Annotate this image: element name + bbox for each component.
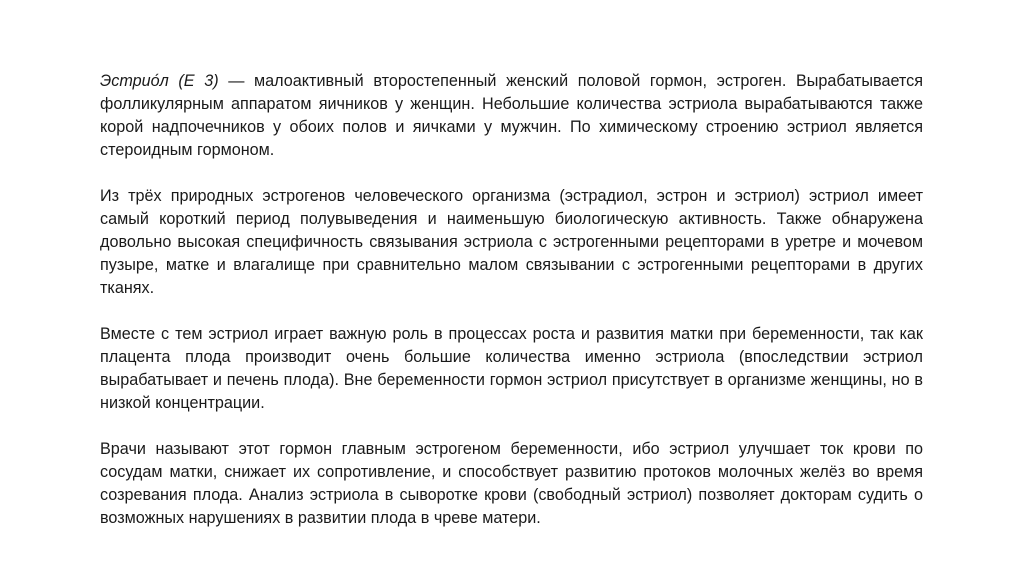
paragraph-natural-estrogens: Из трёх природных эстрогенов человеческого организма (эстрадиол, эстрон и эстриол) эстриол имеет самый короткий период полувыведения и наименьшую биологическую активность. Также обнаружена довольно высокая специфичность связывания эстриола с эстрогенными рецепторами в уретре и мочевом пузыре, матке и влагалище при сравнительно малом связывании с эстрогенными рецепторами в других тканях.	[100, 187, 923, 297]
paragraph-definition	[100, 70, 923, 162]
paragraph-pregnancy-role: Вместе с тем эстриол играет важную роль в процессах роста и развития матки при беременности, так как плацента плода производит очень большие количества именно эстриола (впоследствии эстриол вырабатывает и печень плода). Вне беременности гормон эстриол присутствует в организме женщины, но в низкой концентрации.	[100, 325, 923, 412]
paragraph-doctors: Врачи называют этот гормон главным эстрогеном беременности, ибо эстриол улучшает ток крови по сосудам матки, снижает их сопротивление, и способствует развитию протоков молочных желёз во время созревания плода. Анализ эстриола в сыворотке крови (свободный эстриол) позволяет докторам судить о возможных нарушениях в развитии плода в чреве матери.	[100, 440, 923, 527]
paragraph-text: — малоактивный второстепенный женский половой гормон, эстроген. Вырабатывается фолликулярным аппаратом яичников у женщин. Небольшие количества эстриола вырабатываются также корой надпочечников у обоих полов и яичками у мужчин. По химическому строению эстриол является стероидным гормоном.	[100, 72, 924, 159]
term-estriol: Эстрио́л (E 3)	[100, 72, 219, 90]
text-block	[100, 70, 923, 530]
